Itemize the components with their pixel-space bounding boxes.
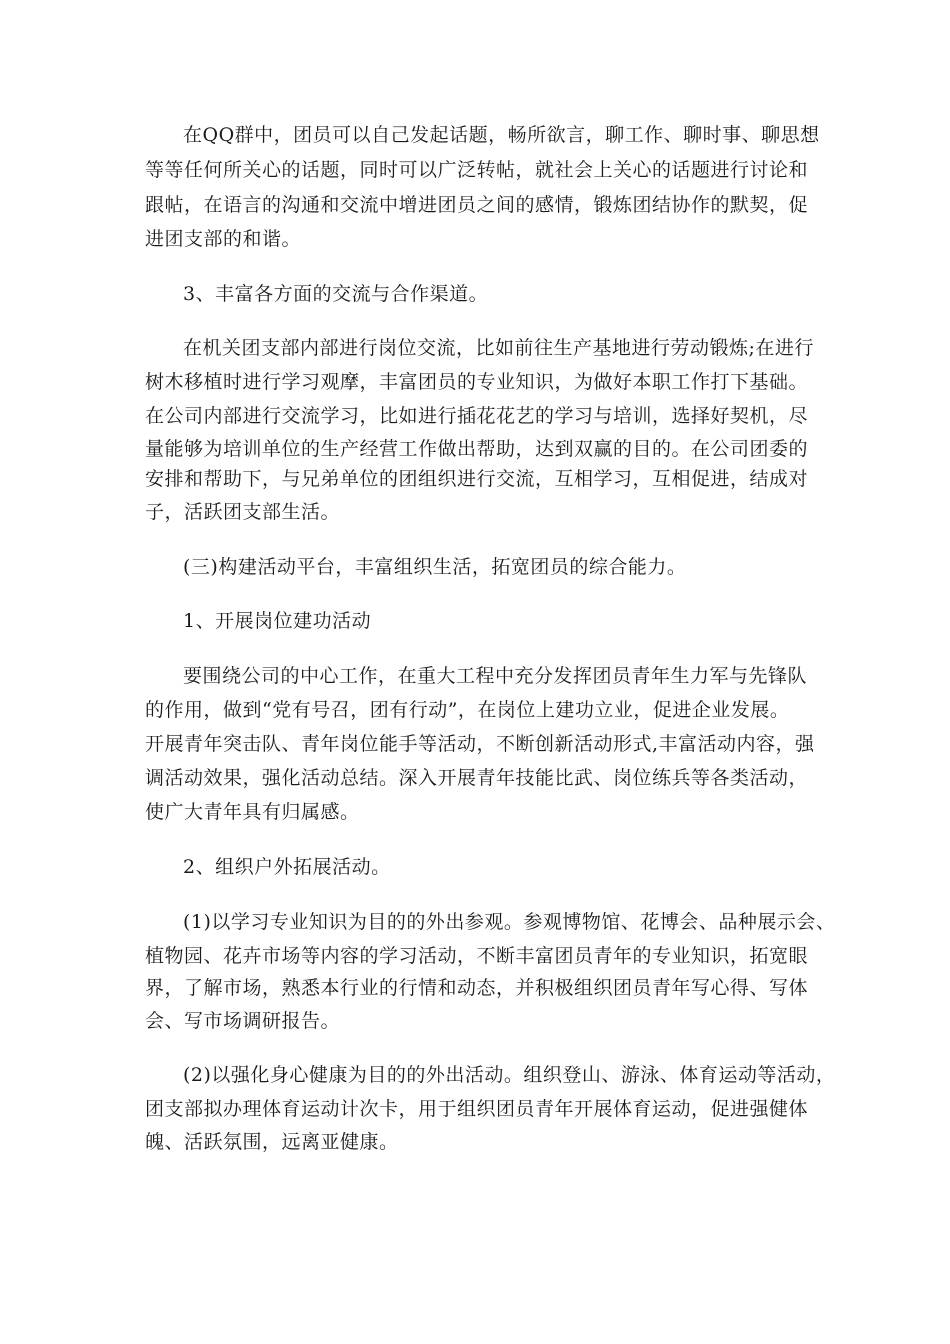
paragraph-line: 团支部拟办理体育运动计次卡，用于组织团员青年开展体育运动，促进强健体 [145,1098,809,1120]
paragraph-line: 的作用，做到“党有号召，团有行动”，在岗位上建功立业，促进企业发展。 [145,699,790,721]
paragraph-line: 魄、活跃氛围，远离亚健康。 [145,1131,399,1153]
section-heading: 3、丰富各方面的交流与合作渠道。 [183,283,489,305]
paragraph-line: 跟帖，在语言的沟通和交流中增进团员之间的感情，锻炼团结协作的默契，促 [145,194,809,216]
section-heading: 1、开展岗位建功活动 [183,610,372,632]
paragraph-line: (2)以强化身心健康为目的的外出活动。组织登山、游泳、体育运动等活动， [183,1064,836,1086]
paragraph-line: 会、写市场调研报告。 [145,1010,341,1032]
paragraph-line: 在QQ群中，团员可以自己发起话题，畅所欲言，聊工作、聊时事、聊思想 [183,124,820,146]
paragraph-line: 树木移植时进行学习观摩，丰富团员的专业知识，为做好本职工作打下基础。 [145,371,809,393]
paragraph-line: 安排和帮助下，与兄弟单位的团组织进行交流，互相学习，互相促进，结成对 [145,468,809,490]
paragraph-line: 调活动效果，强化活动总结。深入开展青年技能比武、岗位练兵等各类活动， [145,767,809,789]
paragraph-line: 等等任何所关心的话题，同时可以广泛转帖，就社会上关心的话题进行讨论和 [145,159,809,181]
paragraph-line: 界，了解市场，熟悉本行业的行情和动态，并积极组织团员青年写心得、写体 [145,977,809,999]
paragraph-line: 进团支部的和谐。 [145,228,302,250]
paragraph-line: 在机关团支部内部进行岗位交流，比如前往生产基地进行劳动锻炼;在进行 [183,337,814,359]
paragraph-line: (1)以学习专业知识为目的的外出参观。参观博物馆、花博会、品种展示会、 [183,911,836,933]
paragraph-line: 开展青年突击队、青年岗位能手等活动，不断创新活动形式,丰富活动内容，强 [145,733,815,755]
section-heading: (三)构建活动平台，丰富组织生活，拓宽团员的综合能力。 [183,556,687,578]
paragraph-line: 要围绕公司的中心工作，在重大工程中充分发挥团员青年生力军与先锋队 [183,665,808,687]
paragraph-line: 量能够为培训单位的生产经营工作做出帮助，达到双赢的目的。在公司团委的 [145,438,809,460]
paragraph-line: 使广大青年具有归属感。 [145,801,360,823]
section-heading: 2、组织户外拓展活动。 [183,856,391,878]
paragraph-line: 植物园、花卉市场等内容的学习活动，不断丰富团员青年的专业知识，拓宽眼 [145,945,809,967]
paragraph-line: 子，活跃团支部生活。 [145,501,341,523]
paragraph-line: 在公司内部进行交流学习，比如进行插花花艺的学习与培训，选择好契机，尽 [145,405,809,427]
